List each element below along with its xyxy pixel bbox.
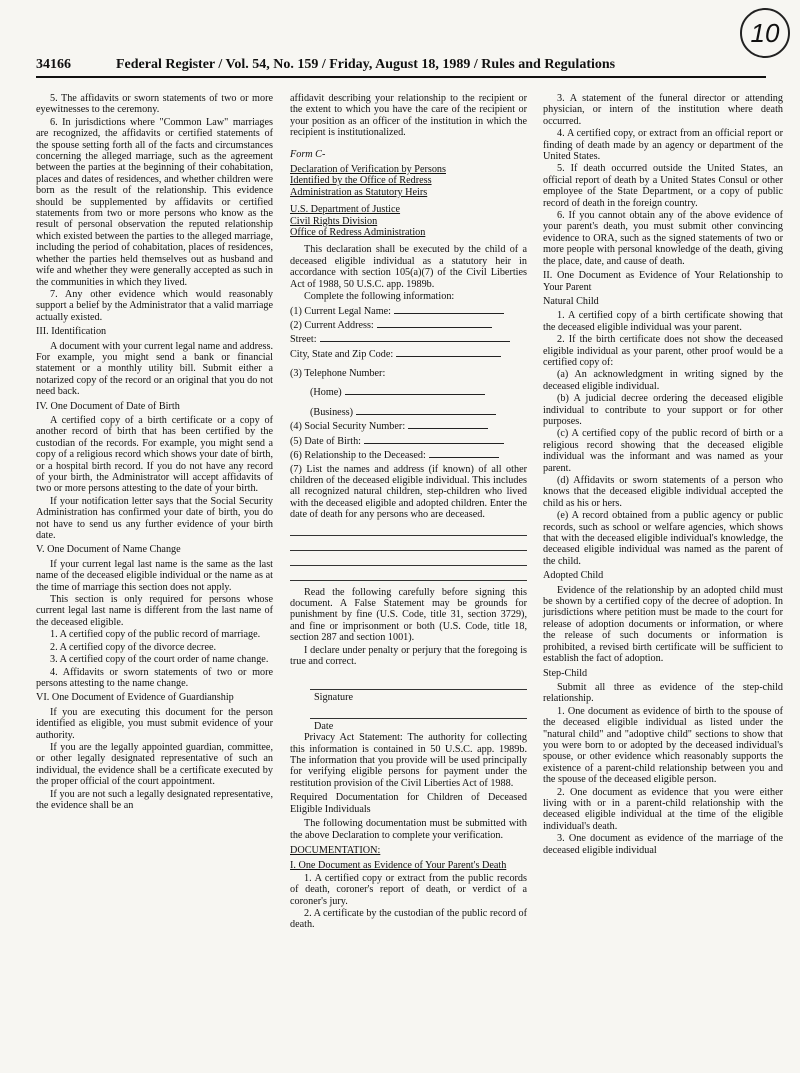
page-number: 34166 [36,57,71,72]
paragraph: Submit all three as evidence of the step-child relationship. [543,681,783,705]
date-line[interactable] [310,706,527,719]
form-complete: Complete the following information: [304,291,455,303]
paragraph: 4. Affidavits or sworn statements of two or more persons attesting to the name change. [36,666,273,689]
paragraph: 3. A statement of the funeral director or attending physician, or intern of the institution where death occurred. [543,93,783,127]
paragraph: This section is only required for persons whose current legal last name is different from the last name of the deceased eligible. [36,594,273,628]
field-label: Street: [290,334,317,346]
paragraph: (a) An acknowledgment in writing signed by the deceased eligible individual. [543,369,783,392]
field-label: (5) Date of Birth: [290,435,362,447]
agency-line: Office of Redress Administration [290,227,426,239]
paragraph: 2. If the birth certificate does not show the deceased eligible individual as your parent, other proof would be a certified copy of: [543,334,783,368]
section-heading: Natural Child [543,295,599,307]
paragraph: (e) A record obtained from a public agency or public records, such as school or welfare agencies, which shows that with the deceased eligible individual's knowledge, the deceased eligible individual was named as the parent of the child. [543,510,783,567]
field-ssn[interactable] [290,420,527,432]
following-documentation: The following documentation must be submitted with the above Declaration to complete your verification. [290,818,527,841]
field-label: (4) Social Security Number: [290,421,406,433]
agency-line: Civil Rights Division [290,215,378,227]
column-2 [290,93,527,932]
document-item: 2. A certificate by the custodian of the public record of death. [290,907,527,931]
section-1-heading: I. One Document as Evidence of Your Parent's Death [290,860,507,872]
paragraph: 5. The affidavits or sworn statements of two or more eyewitnesses to the ceremony. [36,93,273,116]
paragraph: 2. A certified copy of the divorce decree. [50,641,217,653]
form-heading-line: Identified by the Office of Redress [290,175,432,187]
declaration-statement: I declare under penalty or perjury that the foregoing is true and correct. [290,644,527,668]
signature-line[interactable] [310,677,527,690]
field-relationship[interactable] [290,449,527,461]
form-heading-line: Declaration of Verification by Persons [290,164,446,176]
field-label: City, State and Zip Code: [290,348,394,360]
paragraph: (d) Affidavits or sworn statements of a person who knows that the deceased eligible individual accepted the child as his or hers. [543,475,783,509]
agency-line: U.S. Department of Justice [290,204,401,216]
field-label: (Home) [310,386,342,398]
question-7: (7) List the names and address (if known) of all other children of the deceased eligible individual. This includes all recognized natural children, step-children who lived with the deceased eligible and adopted children. Enter the date of death for any persons who are deceased. [290,463,527,521]
field-home-phone[interactable] [290,386,527,398]
paragraph: If your current legal last name is the same as the last name of the deceased eligible individual or the name as at the time of marriage this section does not apply. [36,558,273,593]
paragraph: 1. A certified copy of a birth certificate showing that the deceased eligible individual was your parent. [543,310,783,333]
field-address[interactable] [290,319,527,331]
paragraph: 5. If death occurred outside the United States, an official report of death by a United States Consul or other employee of the State Department, or a copy of public record of death in the foreign country. [543,163,783,209]
documentation-heading: DOCUMENTATION: [290,844,381,856]
section-heading: VI. One Document of Evidence of Guardianship [36,692,234,704]
page-header [36,55,766,75]
date-label: Date [314,720,334,732]
form-agency [290,204,527,238]
paragraph: 2. One document as evidence that you were either living with or in a parent-child relationship with the deceased eligible individual at the time of the eligible individual's death. [543,786,783,832]
paragraph: 7. Any other evidence which would reasonably support a belief by the Administrator that a valid marriage actually existed. [36,288,273,323]
field-street[interactable] [290,333,527,345]
section-heading: V. One Document of Name Change [36,544,181,556]
section-heading: III. Identification [36,326,107,338]
section-heading: II. One Document as Evidence of Your Relationship to Your Parent [543,270,783,293]
paragraph: A document with your current legal name and address. For example, you might send a bank or financial statement or a monthly utility bill. Submit either a notarized copy of the record or an original that you do not need back. [36,340,273,398]
form-heading-line: Administration as Statutory Heirs [290,186,428,198]
field-label: (2) Current Address: [290,319,374,331]
paragraph: 6. If you cannot obtain any of the above evidence of your parent's death, you must submit other convincing evidence to ORA, such as the signed statements of two or more people with personal knowledge of the death, giving the place, date, and cause of death. [543,210,783,267]
paragraph: 4. A certified copy, or extract from an official report or finding of death made by an agency or department of the United States. [543,128,783,163]
field-city-state-zip[interactable] [290,348,527,360]
header-rule [36,76,766,78]
paragraph: 3. One document as evidence of the marriage of the deceased eligible individual [543,833,783,856]
field-dob[interactable] [290,435,527,447]
field-telephone[interactable] [290,368,527,379]
paragraph: If you are executing this document for the person identified as eligible, you must submit evidence of your authority. [36,706,273,741]
section-heading: IV. One Document of Date of Birth [36,400,180,412]
answer-line[interactable] [290,538,527,551]
paragraph: If you are the legally appointed guardian, committee, or other legally designated representative of such an individual, the evidence shall be a certificate executed by the proper official of the court appointment. [36,741,273,788]
field-label: (3) Telephone Number: [290,368,386,380]
privacy-act-statement: Privacy Act Statement: The authority for collecting this information is contained in 50 U.S.C. app. 1989b. The information that you provide will be used principally for verifying eligible persons for payment under the restitution provision of the Civil Liberties Act of 1988. [290,732,527,789]
header-title: Federal Register / Vol. 54, No. 159 / Friday, August 18, 1989 / Rules and Regulations [116,57,616,72]
handwritten-page-stamp: 10 [740,8,790,58]
answer-line[interactable] [290,568,527,581]
paragraph: A certified copy of a birth certificate or a copy of another record of birth that has been certified by the custodian of the records. For example, you might send a copy of a religious record which shows your date of birth, or a hospital birth record. If you do not have any record of your birth, the Administrator will accept affidavits of two or more persons attesting to the date of your birth. [36,414,273,495]
field-legal-name[interactable] [290,305,527,317]
signature-label: Signature [314,692,354,704]
document-item: 1. A certified copy or extract from the public records of death, coroner's report of death, or verdict of a coroner's jury. [290,872,527,907]
false-statement-warning: Read the following carefully before signing this document. A False Statement may be grounds for punishment by fine (U.S. Code, title 31, section 3729), and fine or imprisonment or both (U.S. Code, title 18, section 287 and section 1001). [290,586,527,644]
answer-line[interactable] [290,523,527,536]
paragraph: 3. A certified copy of the court order of name change. [50,654,269,666]
paragraph: 1. One document as evidence of birth to the spouse of the deceased eligible individual as listed under the "natural child" and "adoptive child" sections to show that you were born to or adopted by the deceased individual's spouse, or other evidence which reasonably supports the existence of a parent-child relationship between you and the spouse of the deceased eligible person. [543,705,783,786]
paragraph: If you are not such a legally designated representative, the evidence shall be an [36,788,273,811]
section-heading: Step-Child [543,667,588,679]
paragraph: (c) A certified copy of the public record of birth or a religious record showing that the deceased eligible individual was the informant and was named as your parent. [543,428,783,474]
form-label: Form C- [290,148,326,160]
paragraph: 6. In jurisdictions where "Common Law" marriages are recognized, the affidavits or certified statements of the spouse setting forth all of the facts and circumstances concerning the alleged marriage, such as the agreement between the parties at the beginning of their cohabitation, places and dates of residences, and whether children were born as the result of the relationship. This evidence should be supplemented by affidavits or certified statements from two or more persons who know as the result of personal observation the reputed relationship which existed between the parties to the alleged marriage, including the period of cohabitation, places of residences, whether the parties held themselves out as husband and wife and whether they were generally accepted as such in the communities in which they lived. [36,116,273,288]
column-3 [543,93,783,857]
paragraph: affidavit describing your relationship to the recipient or the extent to which you have the care of the recipient or your position as an officer of the institution in which the recipient is institutionalized. [290,93,527,139]
field-label: (6) Relationship to the Deceased: [290,450,426,462]
form-heading [290,164,527,198]
answer-line[interactable] [290,553,527,566]
section-heading: Adopted Child [543,570,604,582]
column-1 [36,93,273,812]
paragraph: 1. A certified copy of the public record of marriage. [50,629,261,641]
paragraph: (b) A judicial decree ordering the deceased eligible individual to contribute to your support or for other purposes. [543,393,783,427]
paragraph: If your notification letter says that the Social Security Administration has confirmed your date of birth, you do not have to send us any further evidence of your birth date. [36,495,273,542]
required-documentation-heading: Required Documentation for Children of Deceased Eligible Individuals [290,792,527,815]
field-business-phone[interactable] [290,406,527,418]
paragraph: Evidence of the relationship by an adopted child must be shown by a certified copy of the decree of adoption. In jurisdictions where petition must be made to the court for release of adoption documents or information, or where the release of such documents or information is prohibited, a revised birth certificate will be sufficient to establish the fact of adoption. [543,584,783,665]
field-label: (1) Current Legal Name: [290,305,391,317]
form-instruction: This declaration shall be executed by the child of a deceased eligible individual as a statutory heir in accordance with section 105(a)(7) of the Civil Liberties Act of 1988, 50 U.S.C. app. 1989b. [290,244,527,290]
field-label: (Business) [310,406,354,418]
